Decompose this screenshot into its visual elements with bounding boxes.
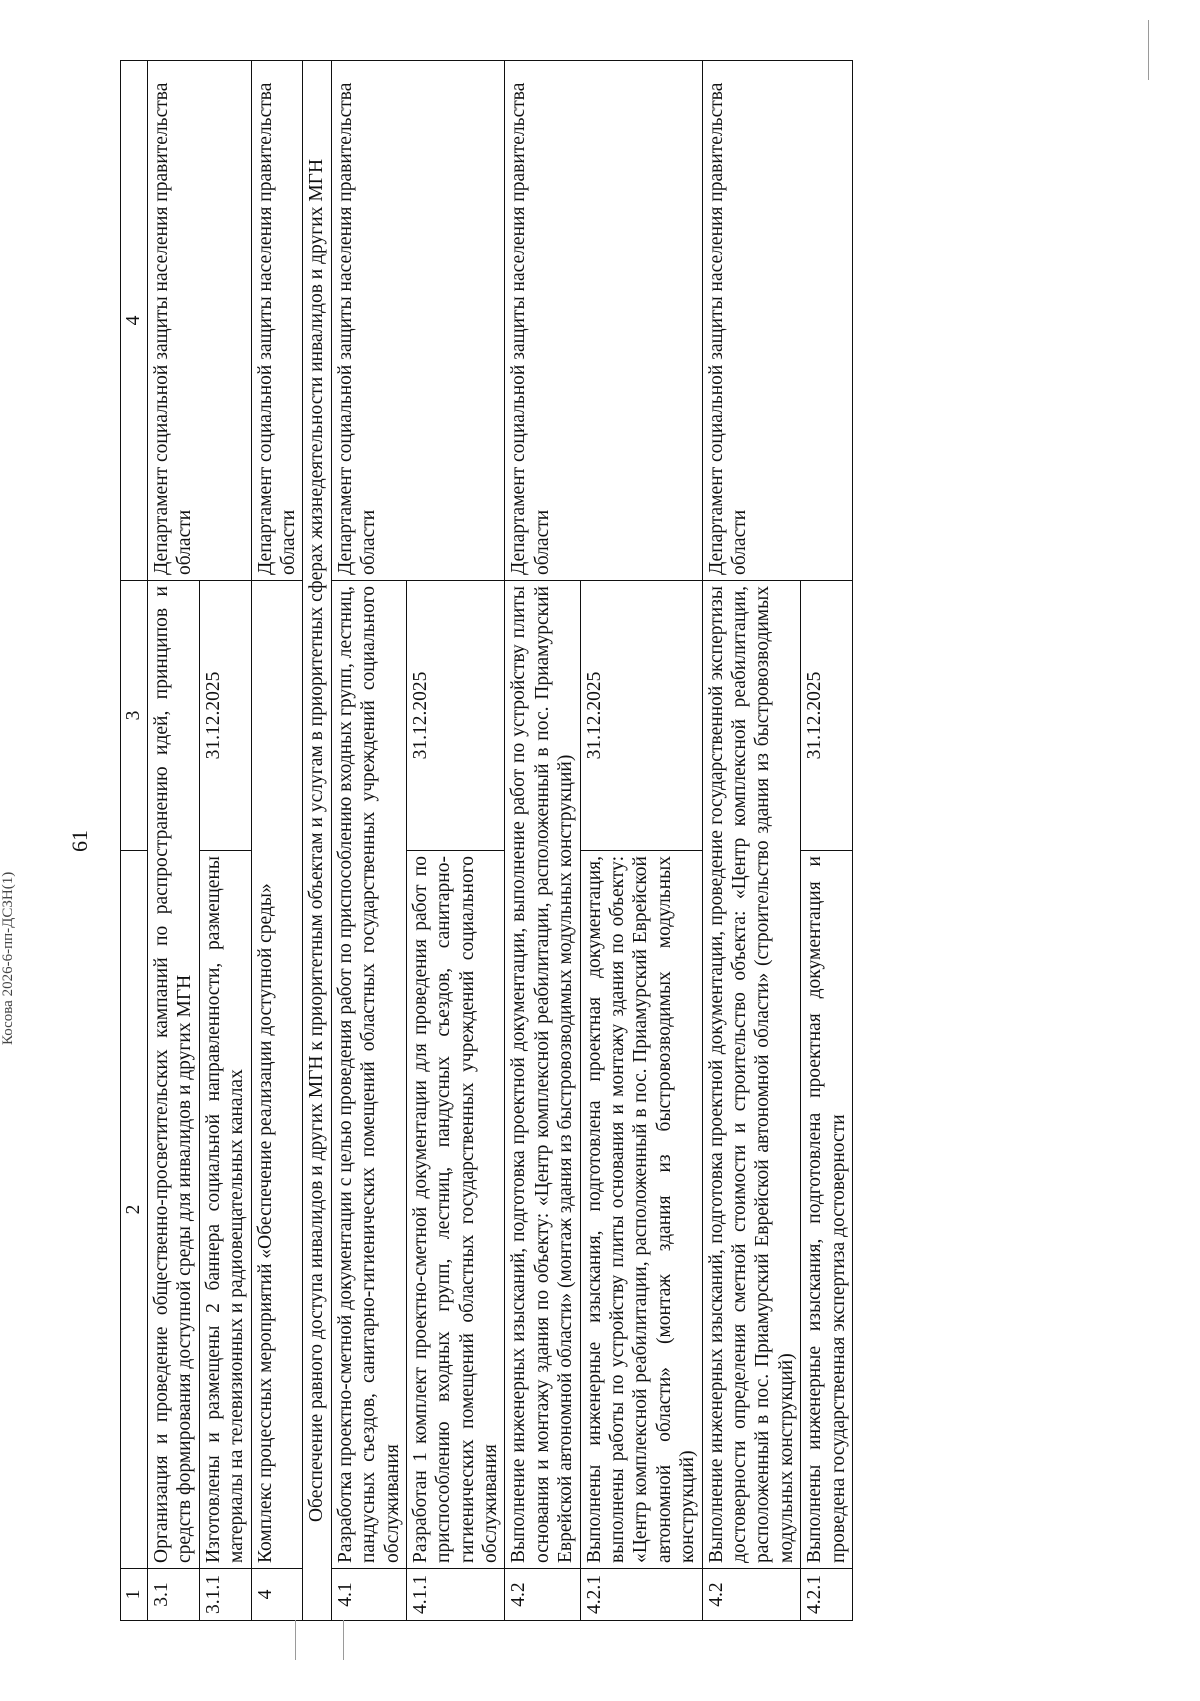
row-number: 4.1.1 bbox=[406, 1569, 505, 1621]
row-number: 4.2 bbox=[505, 1569, 580, 1621]
row-name: Разработан 1 комплект проектно-сметной документации для проведения работ по приспособлению входных групп, лестниц, пандусных съездов, санитарно-гигиенических помещений областных государственных учреждений социального обслуживания bbox=[406, 851, 505, 1569]
header-col-2: 2 bbox=[121, 851, 148, 1569]
row-name: Разработка проектно-сметной документации с целью проведения работ по приспособлению входных групп, лестниц, пандусных съездов, санитарно-гигиенических помещений областных государственных учреждений социального обслуживания bbox=[331, 581, 406, 1569]
header-row bbox=[121, 61, 148, 1621]
row-executor: Департамент социальной защиты населения правительства области bbox=[148, 61, 252, 581]
row-executor: Департамент социальной защиты населения правительства области bbox=[251, 61, 303, 581]
row-name: Выполнены инженерные изыскания, подготовлена проектная документация, выполнены работы по устройству плиты основания и монтажу здания по объекту: «Центр комплексной реабилитации, расположенный в пос. Приамурский Еврейской автономной области» (монтаж здания из быстровозводимых модульных конструкций) bbox=[580, 851, 702, 1569]
header-col-3: 3 bbox=[121, 581, 148, 851]
header-col-1: 1 bbox=[121, 1569, 148, 1621]
row-date: 31.12.2025 bbox=[580, 581, 702, 851]
row-name: Выполнены инженерные изыскания, подготовлена проектная документация и проведена государственная экспертиза достоверности bbox=[801, 851, 853, 1569]
row-number: 4.2 bbox=[702, 1569, 801, 1621]
scan-mark bbox=[1148, 20, 1149, 80]
document-code: Косова 2026-6-пп-ДСЗН(1) bbox=[0, 871, 16, 1045]
scan-mark bbox=[295, 1620, 296, 1660]
header-col-4: 4 bbox=[121, 61, 148, 581]
row-number: 4.1 bbox=[331, 1569, 406, 1621]
row-executor: Департамент социальной защиты населения правительства области bbox=[505, 61, 702, 581]
row-number: 4.2.1 bbox=[801, 1569, 853, 1621]
page-number: 61 bbox=[67, 830, 92, 852]
scan-mark bbox=[343, 1620, 344, 1660]
table-row bbox=[505, 61, 580, 1621]
row-name: Организация и проведение общественно-просветительских кампаний по распространению идей, принципов и средств формирования доступной среды для инвалидов и других МГН bbox=[148, 581, 200, 1569]
table-row bbox=[702, 61, 801, 1621]
row-name: Комплекс процессных мероприятий «Обеспечение реализации доступной среды» bbox=[251, 581, 303, 1569]
row-date: 31.12.2025 bbox=[406, 581, 505, 851]
table-row bbox=[148, 61, 200, 1621]
row-name: Выполнение инженерных изысканий, подготовка проектной документации, выполнение работ по устройству плиты основания и монтажу здания по объекту: «Центр комплексной реабилитации, расположенный в пос. Приамурский Еврейской автономной области» (монтаж здания из быстровозводимых модульных конструкций) bbox=[505, 581, 580, 1569]
section-title: Обеспечение равного доступа инвалидов и других МГН к приоритетным объектам и услугам в приоритетных сферах жизнедеятельности инвалидов и других МГН bbox=[303, 61, 331, 1621]
row-executor: Департамент социальной защиты населения правительства области bbox=[331, 61, 505, 581]
table-row bbox=[331, 61, 406, 1621]
table-row bbox=[251, 61, 303, 1621]
row-date: 31.12.2025 bbox=[199, 581, 251, 851]
row-number: 3.1 bbox=[148, 1569, 200, 1621]
activities-table bbox=[120, 60, 853, 1621]
row-number: 3.1.1 bbox=[199, 1569, 251, 1621]
row-name: Изготовлены и размещены 2 баннера социальной направленности, размещены материалы на телевизионных и радиовещательных каналах bbox=[199, 851, 251, 1569]
row-number: 4.2.1 bbox=[580, 1569, 702, 1621]
rotated-page bbox=[60, 61, 990, 1621]
row-name: Выполнение инженерных изысканий, подготовка проектной документации, проведение государственной экспертизы достоверности определения сметной стоимости и строительство объекта: «Центр комплексной реабилитации, расположенный в пос. Приамурский Еврейской автономной области» (строительство здания из быстровозводимых модульных конструкций) bbox=[702, 581, 801, 1569]
section-row bbox=[303, 61, 331, 1621]
row-executor: Департамент социальной защиты населения правительства области bbox=[702, 61, 852, 581]
row-number: 4 bbox=[251, 1569, 303, 1621]
row-date: 31.12.2025 bbox=[801, 581, 853, 851]
